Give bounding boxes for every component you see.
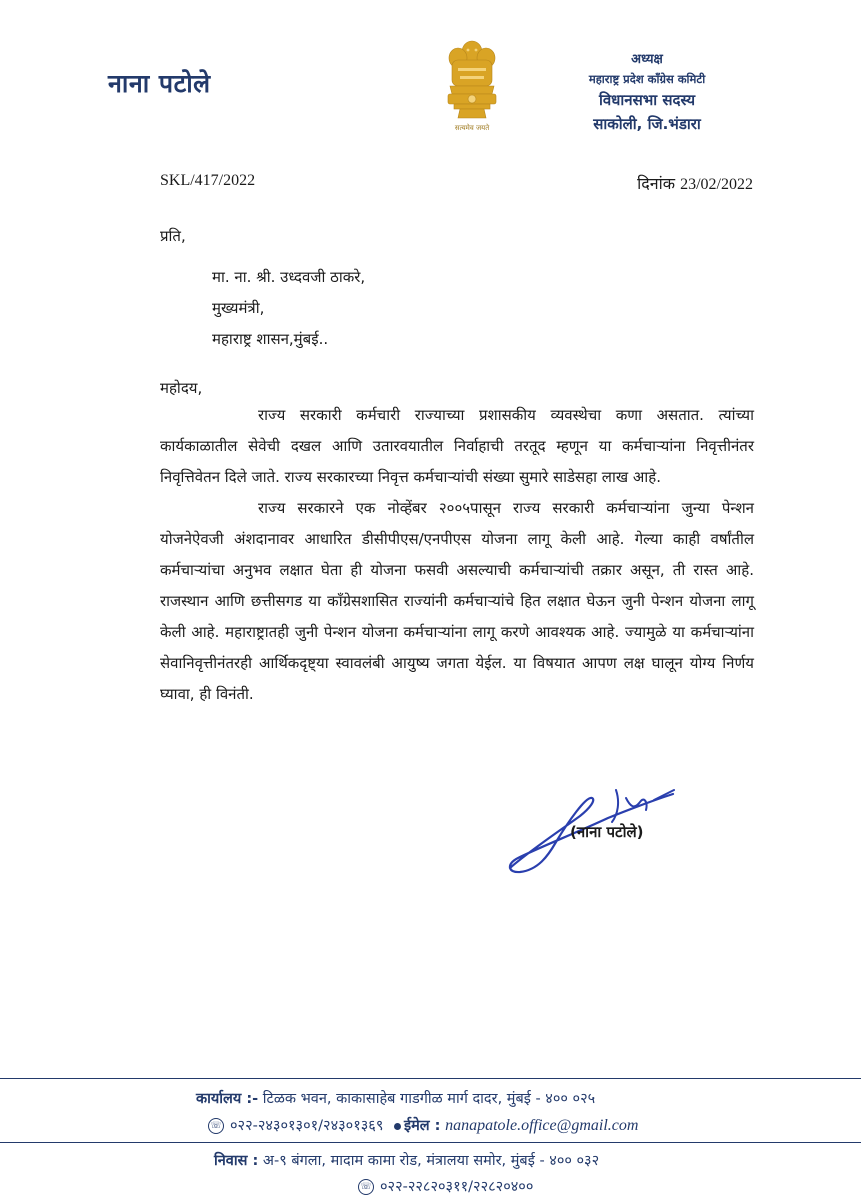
residence-phone: ०२२-२२८२०३११/२२८२०४०० [380, 1179, 534, 1195]
signatory-name: (नाना पटोले) [570, 823, 644, 841]
office-address: टिळक भवन, काकासाहेब गाडगीळ मार्ग दादर, मुंबई - ४०० ०२५ [262, 1091, 596, 1107]
designation-committee: महाराष्ट्र प्रदेश काँग्रेस कमिटी [588, 72, 706, 86]
bullet-icon [394, 1123, 401, 1130]
office-phone: ०२२-२४३०१३०१/२४३०१३६९ [230, 1118, 384, 1134]
letter-date [637, 172, 753, 194]
letterhead-designation [517, 50, 777, 136]
residence-address: अ-९ बंगला, मादाम कामा रोड, मंत्रालया समोर, मुंबई - ४०० ०३२ [262, 1153, 600, 1169]
date-label: दिनांक [637, 174, 676, 193]
body-paragraph: राज्य सरकारी कर्मचारी राज्याच्या प्रशासकीय व्यवस्थेचा कणा असतात. त्यांच्या कार्यकाळातील सेवेची दखल आणि उतारवयातील निर्वाहाची तरतूद म्हणून या कर्मचाऱ्यांना निवृत्तीनंतर निवृत्तिवेतन दिले जाते. राज्य सरकारच्या निवृत्त कर्मचाऱ्यांची संख्या सुमारे साडेसहा लाख आहे. [160, 406, 754, 486]
recipient-address [212, 262, 365, 355]
letter-body [160, 400, 754, 710]
national-emblem-icon [438, 38, 506, 136]
recipient-line-name: मा. ना. श्री. उध्दवजी ठाकरे, [212, 268, 366, 286]
letterhead-name: नाना पटोले [108, 69, 211, 98]
email-link[interactable]: nanapatole.office@gmail.com [445, 1117, 639, 1134]
designation-constituency: साकोली, जि.भंडारा [593, 115, 701, 133]
footer-office-address [196, 1088, 595, 1108]
date-value: 23/02/2022 [680, 176, 753, 193]
footer-residence-address [214, 1150, 599, 1170]
designation-president: अध्यक्ष [631, 52, 663, 67]
phone-icon: ☏ [208, 1118, 224, 1134]
reference-number: SKL/417/2022 [160, 172, 256, 189]
residence-label: निवास : [214, 1153, 259, 1169]
recipient-line-office: महाराष्ट्र शासन,मुंबई.. [212, 330, 329, 348]
footer-divider [0, 1142, 861, 1143]
email-label: ईमेल : [404, 1118, 441, 1134]
body-paragraph: राज्य सरकारने एक नोव्हेंबर २००५पासून राज्य सरकारी कर्मचाऱ्यांना जुन्या पेन्शन योजनेऐवजी अंशदानावर आधारित डीसीपीएस/एनपीएस योजना लागू केली आहे. गेल्या काही वर्षांतील कर्मचाऱ्यांचा अनुभव लक्षात घेता ही योजना फसवी असल्याची कर्मचाऱ्यांची तक्रार असून, ती रास्त आहे. राजस्थान आणि छत्तीसगड या काँग्रेसशासित राज्यांनी कर्मचाऱ्यांचे हित लक्षात घेऊन जुनी पेन्शन योजना लागू केली आहे. महाराष्ट्रातही जुनी पेन्शन योजना कर्मचाऱ्यांना लागू करणे आवश्यक आहे. ज्यामुळे या कर्मचाऱ्यांना सेवानिवृत्तीनंतरही आर्थिकदृष्ट्या स्वावलंबी आयुष्य जगता येईल. या विषयात आपण लक्ष घालून योग्य निर्णय घ्यावा, ही विनंती. [160, 499, 754, 703]
emblem-motto: सत्यमेव जयते [454, 124, 490, 132]
office-label: कार्यालय :- [196, 1091, 259, 1107]
recipient-prefix: प्रति, [160, 227, 186, 245]
footer-residence-contact [358, 1176, 533, 1196]
footer-divider [0, 1078, 861, 1079]
phone-icon: ☏ [358, 1179, 374, 1195]
recipient-line-designation: मुख्यमंत्री, [212, 299, 265, 317]
footer-office-contact [208, 1115, 638, 1135]
designation-mla: विधानसभा सदस्य [598, 91, 696, 109]
salutation: महोदय, [160, 379, 203, 397]
